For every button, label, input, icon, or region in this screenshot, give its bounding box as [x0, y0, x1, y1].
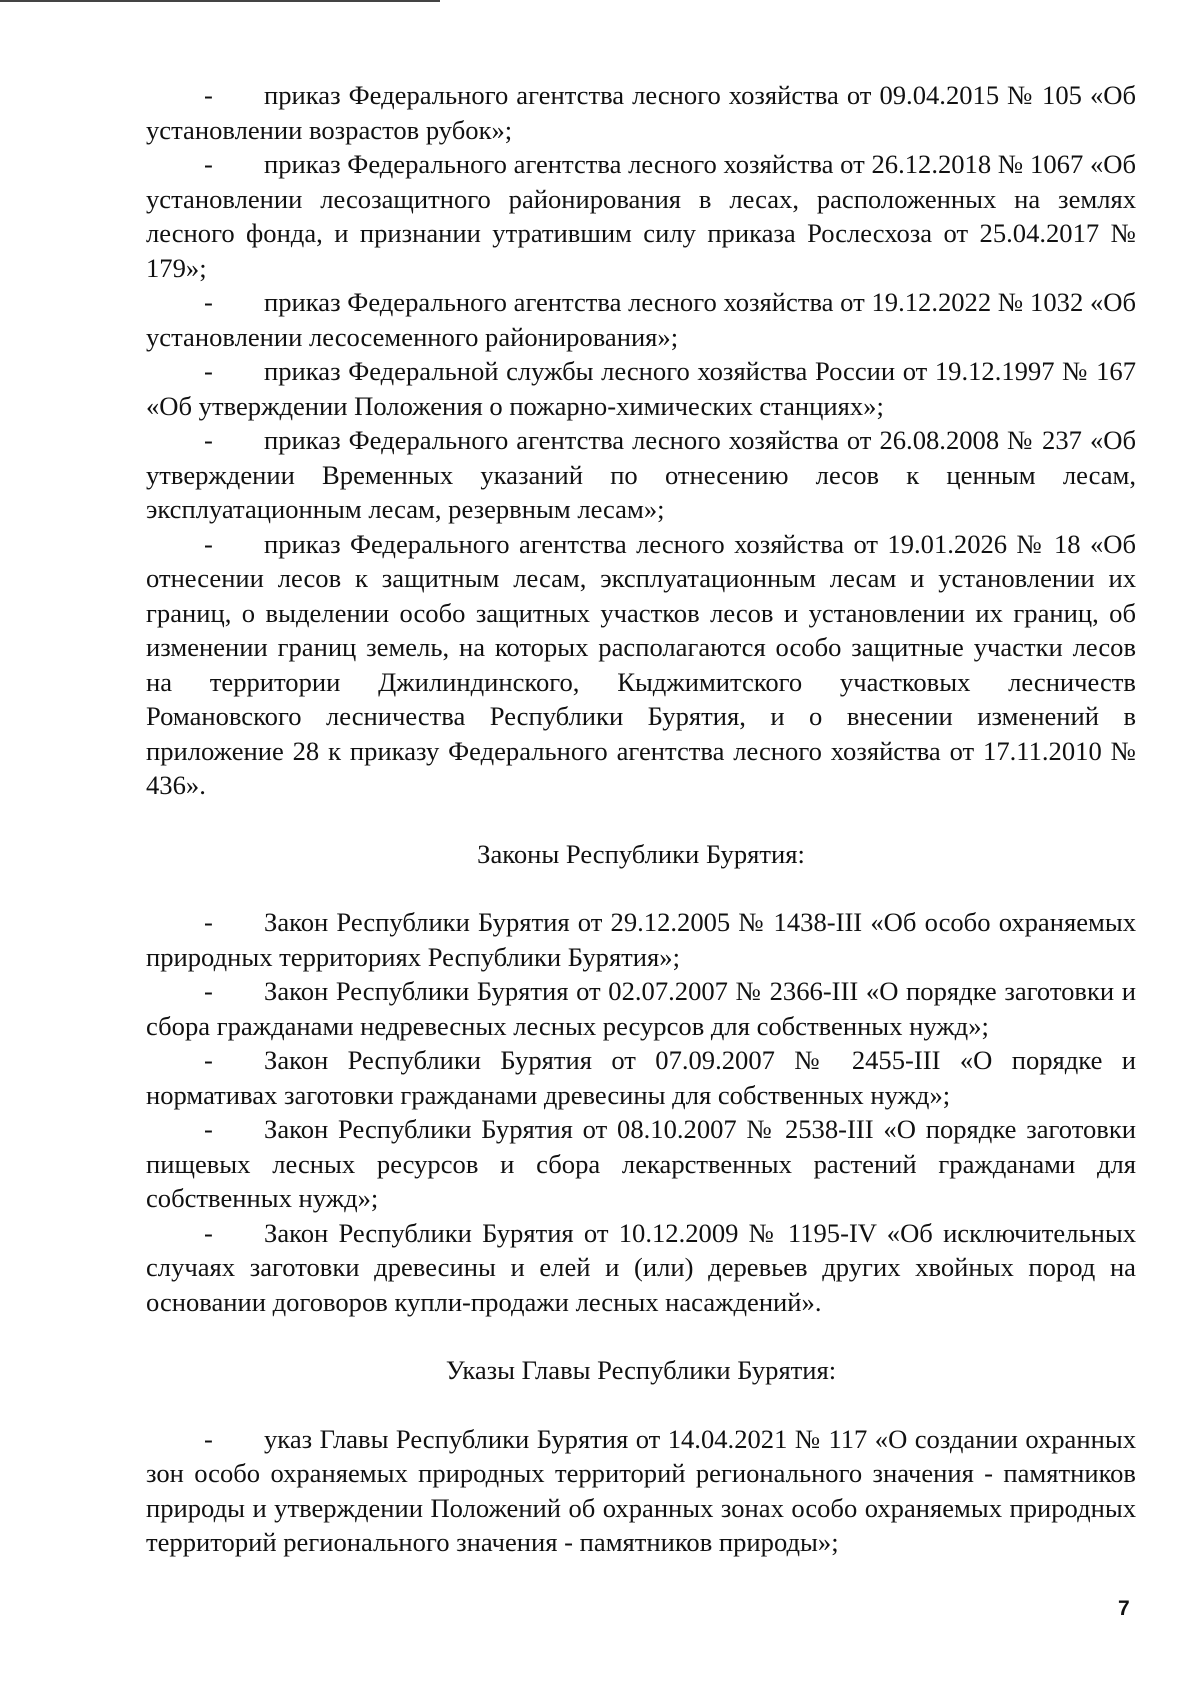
list-item — [146, 1112, 1136, 1216]
list-item-text: приказ Федеральной службы лесного хозяйства России от 19.12.1997 № 167 «Об утверждении Положения о пожарно-химических станциях»; — [146, 356, 1136, 421]
section-heading-laws: Законы Республики Бурятия: — [477, 838, 805, 869]
list-item — [146, 974, 1136, 1043]
bullet-dash: - — [204, 287, 213, 317]
document-page — [146, 78, 1136, 1560]
list-item-text: Закон Республики Бурятия от 29.12.2005 № 1438-III «Об особо охраняемых природных территориях Республики Бурятия»; — [146, 907, 1136, 972]
list-item — [146, 1422, 1136, 1560]
list-item — [146, 905, 1136, 974]
bullet-dash: - — [204, 425, 213, 455]
page-number: 7 — [1118, 1597, 1130, 1620]
list-item — [146, 527, 1136, 803]
section-orders — [146, 78, 1136, 803]
list-item-text: указ Главы Республики Бурятия от 14.04.2021 № 117 «О создании охранных зон особо охраняемых природных территорий регионального значения - памятников природы и утверждении Положений об охранных зонах особо охраняемых природных территорий регионального значения - памятников природы»; — [146, 1423, 1136, 1557]
list-item — [146, 1043, 1136, 1112]
bullet-dash: - — [204, 907, 213, 937]
list-item — [146, 423, 1136, 527]
bullet-dash: - — [204, 356, 213, 386]
list-item-text: приказ Федерального агентства лесного хозяйства от 09.04.2015 № 105 «Об установлении возрастов рубок»; — [146, 80, 1136, 145]
list-item-text: приказ Федерального агентства лесного хозяйства от 26.12.2018 № 1067 «Об установлении лесозащитного районирования в лесах, расположенных на землях лесного фонда, и признании утратившим силу приказа Рослесхоза от 25.04.2017 № 179»; — [146, 149, 1136, 283]
list-item-text: приказ Федерального агентства лесного хозяйства от 26.08.2008 № 237 «Об утверждении Временных указаний по отнесению лесов к ценным лесам, эксплуатационным лесам, резервным лесам»; — [146, 425, 1136, 524]
list-item — [146, 78, 1136, 147]
bullet-dash: - — [204, 80, 213, 110]
bullet-dash: - — [204, 1114, 213, 1144]
list-item — [146, 285, 1136, 354]
bullet-dash: - — [204, 1423, 213, 1454]
bullet-dash: - — [204, 1217, 213, 1248]
bullet-dash: - — [204, 528, 213, 559]
list-item-text: Закон Республики Бурятия от 08.10.2007 № 2538-III «О порядке заготовки пищевых лесных ресурсов и сбора лекарственных растений гражданами для собственных нужд»; — [146, 1114, 1136, 1213]
bullet-dash: - — [204, 976, 213, 1006]
bullet-dash: - — [204, 149, 213, 179]
list-item-text: приказ Федерального агентства лесного хозяйства от 19.01.2026 № 18 «Об отнесении лесов к защитным лесам, эксплуатационным лесам и установлении их границ, о выделении особо защитных участков лесов и установлении их границ, об изменении границ земель, на которых располагаются особо защитные участки лесов на территории Джилиндинского, Кыджимитского участковых лесничеств Романовского лесничества Республики Бурятия, и о внесении изменений в приложение 28 к приказу Федерального агентства лесного хозяйства от 17.11.2010 № 436». — [146, 528, 1136, 800]
list-item-text: приказ Федерального агентства лесного хозяйства от 19.12.2022 № 1032 «Об установлении лесосеменного районирования»; — [146, 287, 1136, 352]
list-item — [146, 147, 1136, 285]
list-item — [146, 1216, 1136, 1320]
section-laws — [146, 905, 1136, 1319]
bullet-dash: - — [204, 1045, 213, 1075]
section-heading-decrees: Указы Главы Республики Бурятия: — [445, 1355, 837, 1385]
top-rule — [0, 0, 440, 2]
list-item-text: Закон Республики Бурятия от 02.07.2007 № 2366-III «О порядке заготовки и сбора гражданами недревесных лесных ресурсов для собственных нужд»; — [146, 976, 1136, 1041]
list-item — [146, 354, 1136, 423]
list-item-text: Закон Республики Бурятия от 07.09.2007 № 2455-III «О порядке и нормативах заготовки гражданами древесины для собственных нужд»; — [146, 1045, 1136, 1110]
section-decrees — [146, 1422, 1136, 1560]
list-item-text: Закон Республики Бурятия от 10.12.2009 № 1195-IV «Об исключительных случаях заготовки древесины и елей и (или) деревьев других хвойных пород на основании договоров купли-продажи лесных насаждений». — [146, 1217, 1136, 1317]
